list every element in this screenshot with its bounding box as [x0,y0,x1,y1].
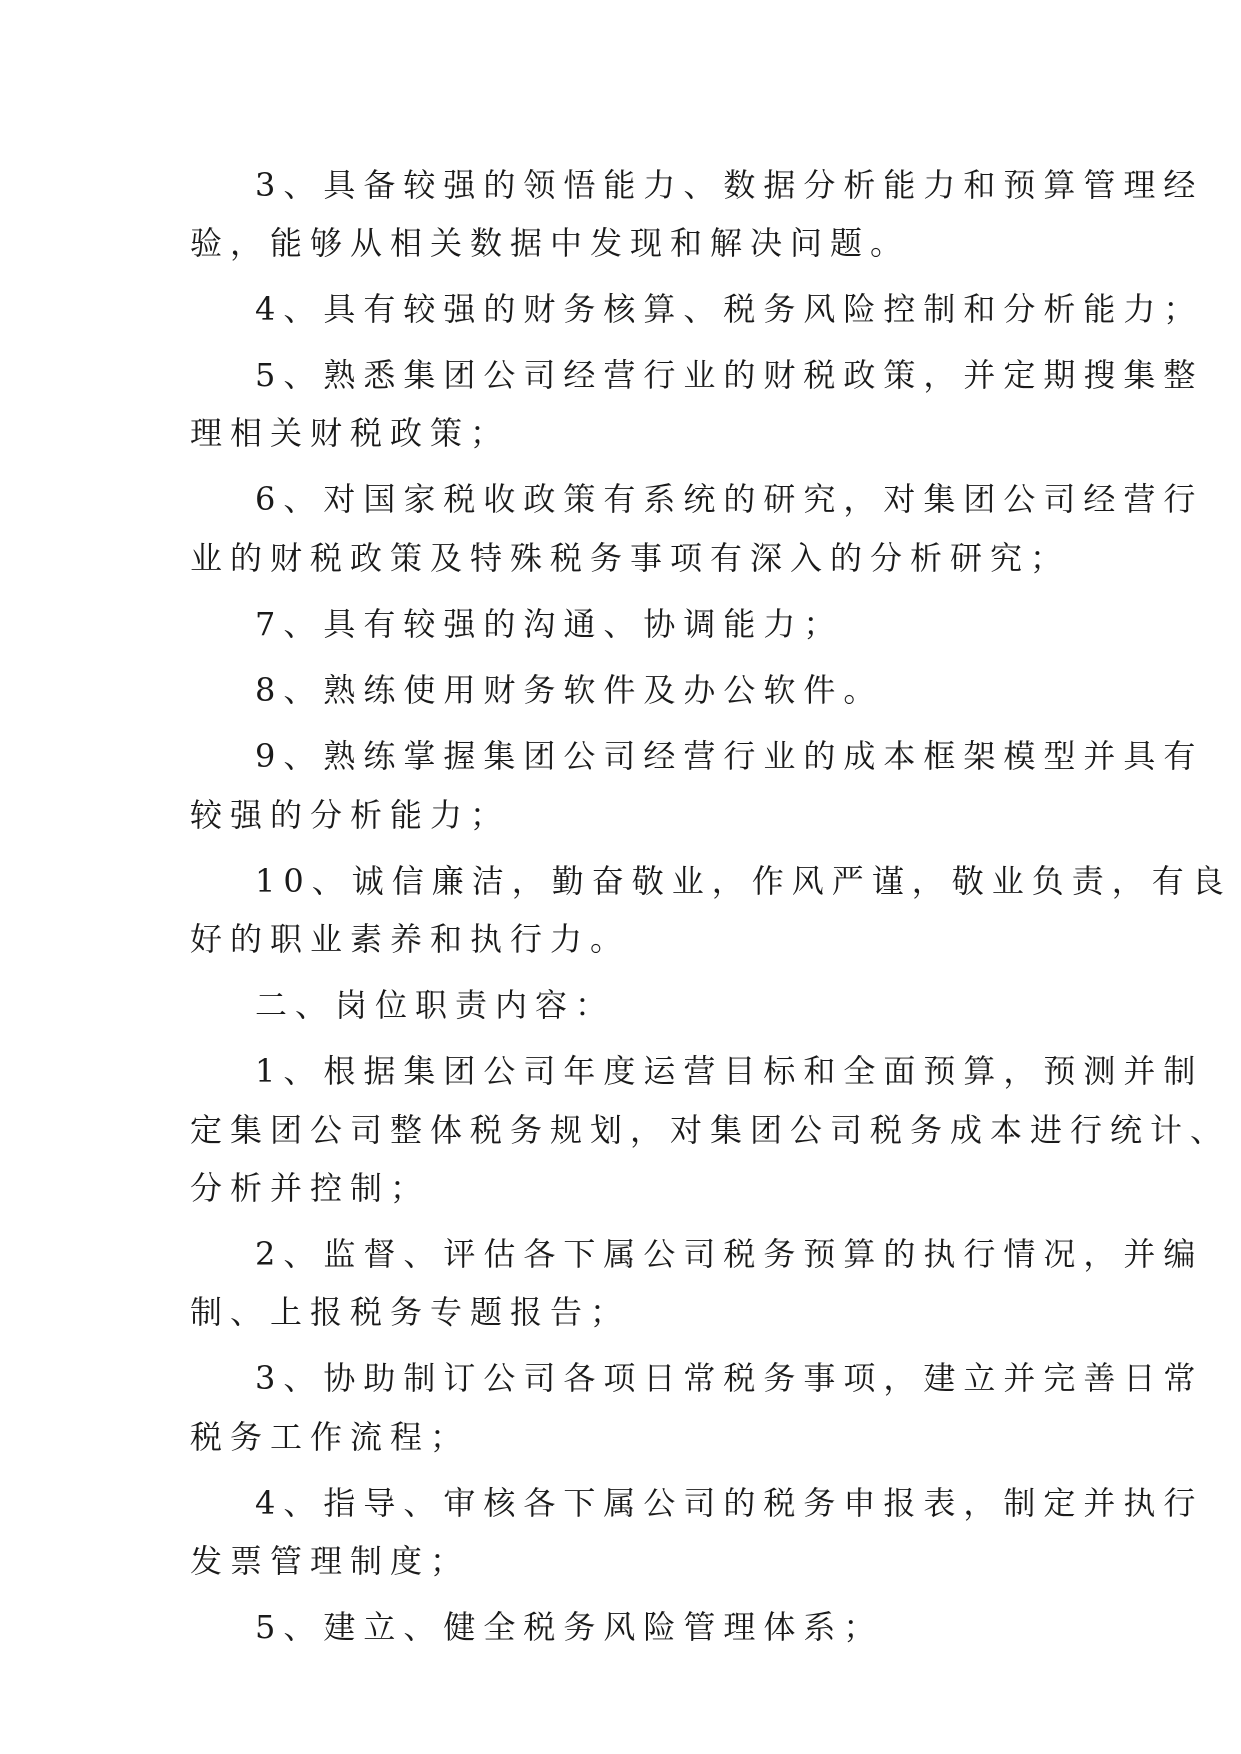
paragraph-line: 3、协助制订公司各项日常税务事项，建立并完善日常 [255,1359,1204,1397]
paragraph-line: 5、建立、健全税务风险管理体系； [255,1608,884,1646]
paragraph-line: 验，能够从相关数据中发现和解决问题。 [190,224,911,262]
section-heading: 二、岗位职责内容： [255,986,616,1024]
paragraph-line: 4、具有较强的财务核算、税务风险控制和分析能力； [255,290,1204,328]
paragraph-line: 6、对国家税收政策有系统的研究，对集团公司经营行 [255,480,1204,518]
paragraph-line: 分析并控制； [190,1169,431,1207]
paragraph-line: 5、熟悉集团公司经营行业的财税政策，并定期搜集整 [255,356,1204,394]
paragraph-line: 10、诚信廉洁，勤奋敬业，作风严谨，敬业负责，有良 [255,862,1232,900]
paragraph-line: 2、监督、评估各下属公司税务预算的执行情况，并编 [255,1235,1204,1273]
paragraph-line: 制、上报税务专题报告； [190,1293,631,1331]
paragraph-line: 1、根据集团公司年度运营目标和全面预算，预测并制 [255,1052,1204,1090]
paragraph-line: 税务工作流程； [190,1418,471,1456]
paragraph-line: 4、指导、审核各下属公司的税务申报表，制定并执行 [255,1484,1204,1522]
paragraph-line: 3、具备较强的领悟能力、数据分析能力和预算管理经 [255,166,1204,204]
paragraph-line: 理相关财税政策； [190,414,511,452]
paragraph-line: 业的财税政策及特殊税务事项有深入的分析研究； [190,539,1071,577]
paragraph-line: 7、具有较强的沟通、协调能力； [255,605,844,643]
paragraph-line: 较强的分析能力； [190,796,511,834]
paragraph-line: 发票管理制度； [190,1542,471,1580]
paragraph-line: 9、熟练掌握集团公司经营行业的成本框架模型并具有 [255,737,1204,775]
paragraph-line: 定集团公司整体税务规划，对集团公司税务成本进行统计、 [190,1111,1231,1149]
paragraph-line: 好的职业素养和执行力。 [190,920,631,958]
paragraph-line: 8、熟练使用财务软件及办公软件。 [255,671,884,709]
